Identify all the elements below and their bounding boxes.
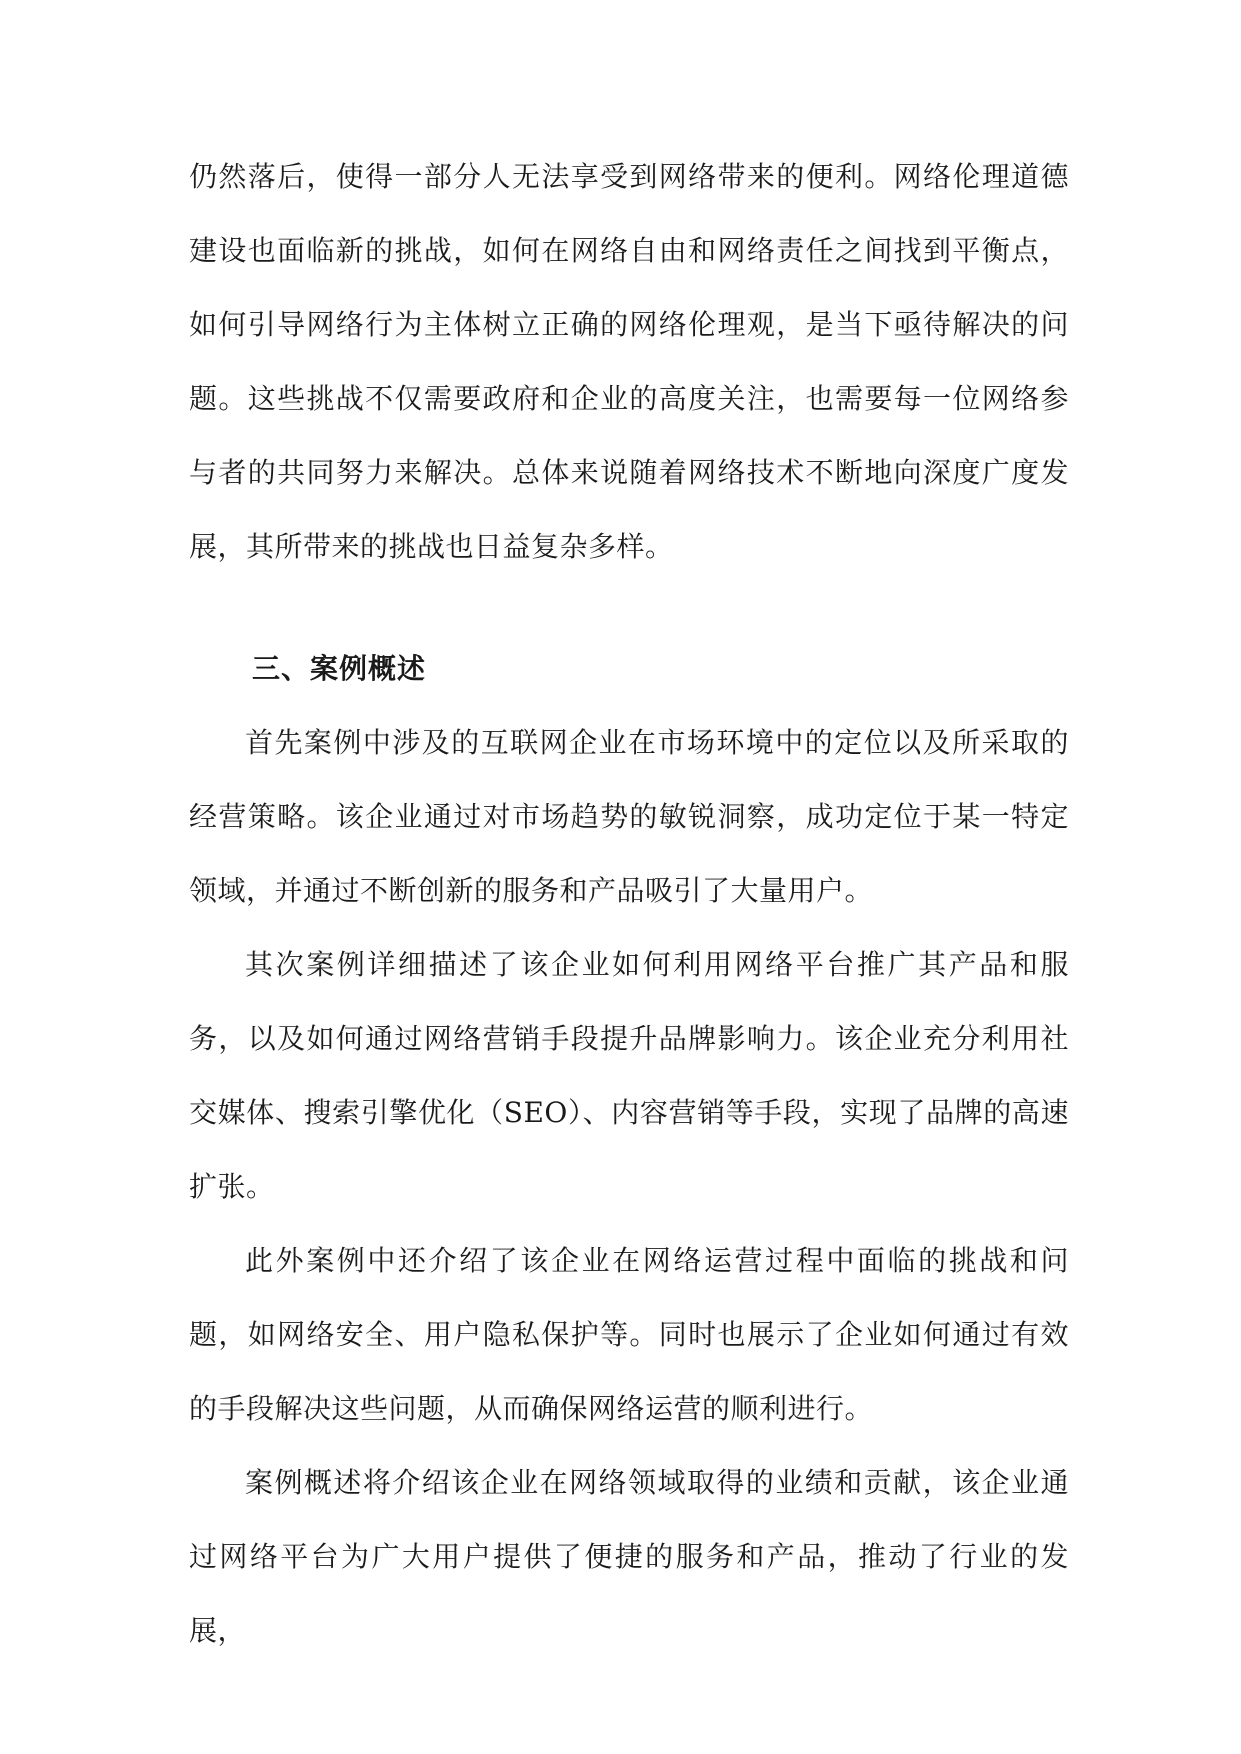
document-body [189, 140, 1069, 1668]
section-heading: 三、案例概述 [252, 652, 427, 685]
paragraph-2: 其次案例详细描述了该企业如何利用网络平台推广其产品和服务，以及如何通过网络营销手段提升品牌影响力。该企业充分利用社交媒体、搜索引擎优化（SEO）、内容营销等手段，实现了品牌的高速扩张。 [189, 948, 1069, 1203]
paragraph-1: 首先案例中涉及的互联网企业在市场环境中的定位以及所采取的经营策略。该企业通过对市场趋势的敏锐洞察，成功定位于某一特定领域，并通过不断创新的服务和产品吸引了大量用户。 [189, 726, 1069, 907]
paragraph-4: 案例概述将介绍该企业在网络领域取得的业绩和贡献，该企业通过网络平台为广大用户提供了便捷的服务和产品，推动了行业的发展， [189, 1466, 1069, 1647]
intro-paragraph: 仍然落后，使得一部分人无法享受到网络带来的便利。网络伦理道德建设也面临新的挑战，如何在网络自由和网络责任之间找到平衡点，如何引导网络行为主体树立正确的网络伦理观，是当下亟待解决的问题。这些挑战不仅需要政府和企业的高度关注，也需要每一位网络参与者的共同努力来解决。总体来说随着网络技术不断地向深度广度发展，其所带来的挑战也日益复杂多样。 [189, 160, 1069, 563]
paragraph-3: 此外案例中还介绍了该企业在网络运营过程中面临的挑战和问题，如网络安全、用户隐私保护等。同时也展示了企业如何通过有效的手段解决这些问题，从而确保网络运营的顺利进行。 [189, 1244, 1069, 1425]
